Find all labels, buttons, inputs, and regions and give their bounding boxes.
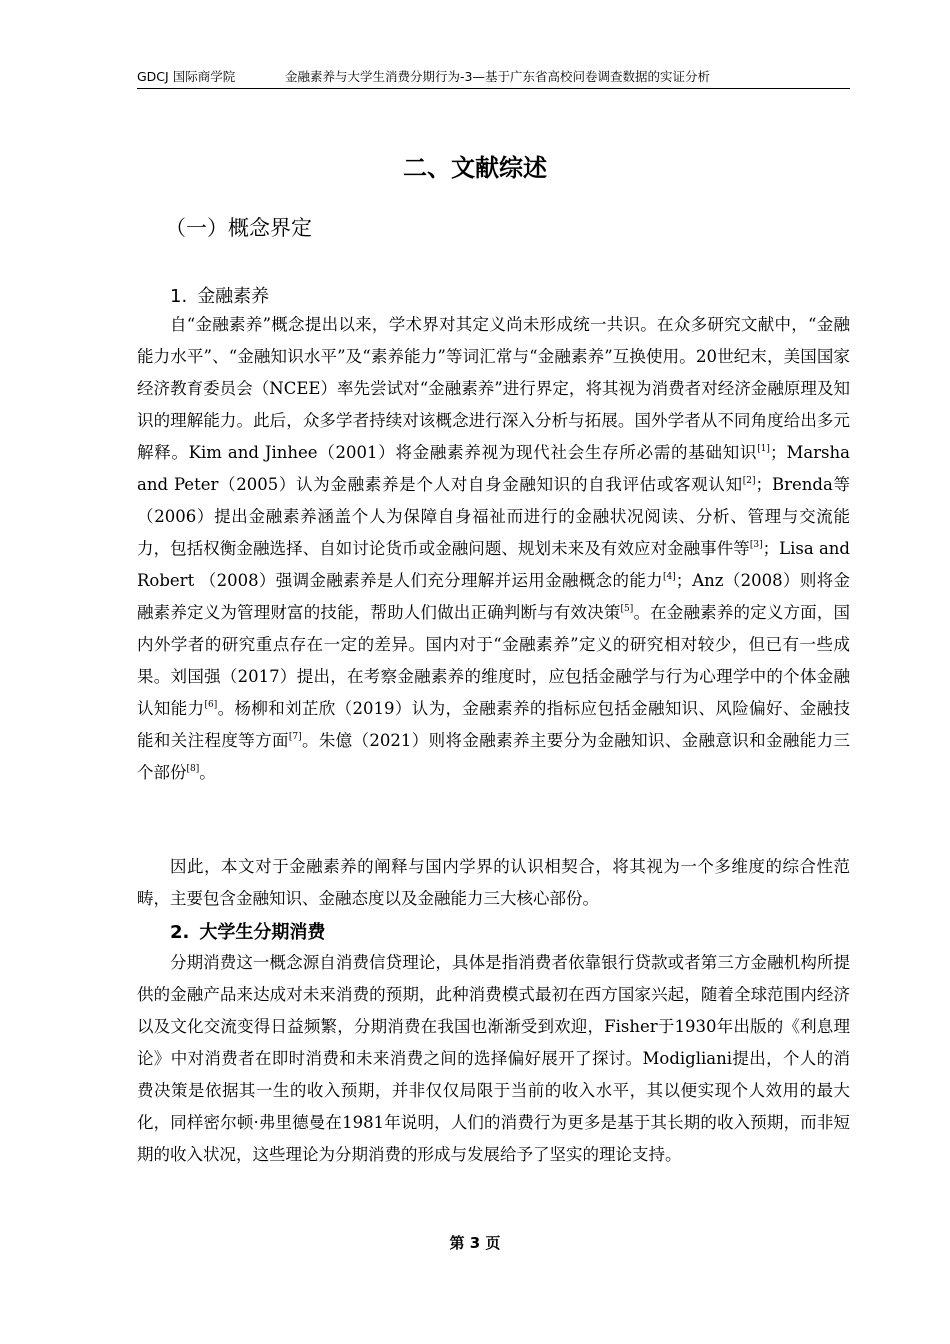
paragraph-financial-literacy — [137, 309, 850, 789]
page-number: 第 3 页 — [449, 1234, 501, 1252]
item2-number: 2. — [170, 922, 190, 943]
para1-text-9: 。 — [199, 763, 216, 782]
para1-text-7: 。杨柳和刘芷欣（2019）认为，金融素养的指标应包括金融知识、风险偏好、金融技能和关注程度等方面 — [137, 699, 851, 750]
para1-text-6: 。在金融素养的定义方面，国内外学者的研究重点存在一定的差异。国内对于“金融素养”定义的研究相对较少，但已有一些成果。刘国强（2017）提出，在考察金融素养的维度时，应包括金融学与行为心理学中的个体金融认知能力 — [137, 603, 851, 718]
paragraph-conclusion: 因此，本文对于金融素养的阐释与国内学界的认识相契合，将其视为一个多维度的综合性范畴，主要包含金融知识、金融态度以及金融能力三大核心部份。 — [137, 857, 850, 908]
item1-number: 1. — [170, 286, 188, 307]
page-header — [137, 66, 850, 89]
item1-heading — [170, 282, 269, 308]
citation-8: [8] — [186, 764, 200, 774]
item1-title: 金融素养 — [197, 286, 270, 307]
citation-3: [3] — [749, 540, 763, 550]
para1-text-4: ；Lisa and Robert （2008）强调金融素养是人们充分理解并运用金融概念的能力 — [137, 539, 850, 590]
header-school: GDCJ 国际商学院 — [137, 69, 236, 84]
para1-text-8: 。朱億（2021）则将金融素养主要分为金融知识、金融意识和金融能力三个部份 — [137, 731, 851, 782]
item2-heading — [170, 918, 325, 944]
citation-6: [6] — [204, 700, 218, 710]
section-title: 二、文献综述 — [403, 154, 547, 182]
para1-text-1: 自“金融素养”概念提出以来，学术界对其定义尚未形成统一共识。在众多研究文献中，“金融能力水平”、“金融知识水平”及“素养能力”等词汇常与“金融素养”互换使用。20世纪末，美国国家经济教育委员会（NCEE）率先尝试对“金融素养”进行界定，将其视为消费者对经济金融原理及知识的理解能力。此后，众多学者持续对该概念进行深入分析与拓展。国外学者从不同角度给出多元解释。Kim and Jinhee（2001）将金融素养视为现代社会生存所必需的基础知识 — [137, 315, 850, 462]
citation-4: [4] — [663, 572, 676, 582]
para1-text-5: ；Anz（2008）则将金融素养定义为管理财富的技能，帮助人们做出正确判断与有效决策 — [137, 571, 850, 622]
item2-title: 大学生分期消费 — [199, 922, 326, 943]
para1-text-2: ；Marsha and Peter（2005）认为金融素养是个人对自身金融知识的自我评估或客观认知 — [137, 443, 850, 494]
citation-7: [7] — [288, 732, 302, 742]
para1-text-3: ；Brenda等（2006）提出金融素养涵盖个人为保障自身福祉而进行的金融状况阅读、分析、管理与交流能力，包括权衡金融选择、自如讨论货币或金融问题、规划未来及有效应对金融事件等 — [137, 475, 850, 558]
citation-2: [2] — [742, 476, 756, 486]
header-title: 金融素养与大学生消费分期行为-3—基于广东省高校问卷调查数据的实证分析 — [285, 69, 710, 84]
subsection-title: （一）概念界定 — [165, 216, 312, 240]
citation-5: [5] — [620, 604, 634, 614]
paragraph-installment-consumption: 分期消费这一概念源自消费信贷理论，具体是指消费者依靠银行贷款或者第三方金融机构所提供的金融产品来达成对未来消费的预期，此种消费模式最初在西方国家兴起，随着全球范围内经济以及文化交流变得日益频繁，分期消费在我国也渐渐受到欢迎，Fisher于1930年出版的《利息理论》中对消费者在即时消费和未来消费之间的选择偏好展开了探讨。Modigliani提出，个人的消费决策是依据其一生的收入预期，并非仅仅局限于当前的收入水平，其以便实现个人效用的最大化，同样密尔顿·弗里德曼在1981年说明，人们的消费行为更多是基于其长期的收入预期，而非短期的收入状况，这些理论为分期消费的形成与发展给予了坚实的理论支持。 — [137, 953, 850, 1164]
citation-1: [1] — [757, 444, 770, 454]
